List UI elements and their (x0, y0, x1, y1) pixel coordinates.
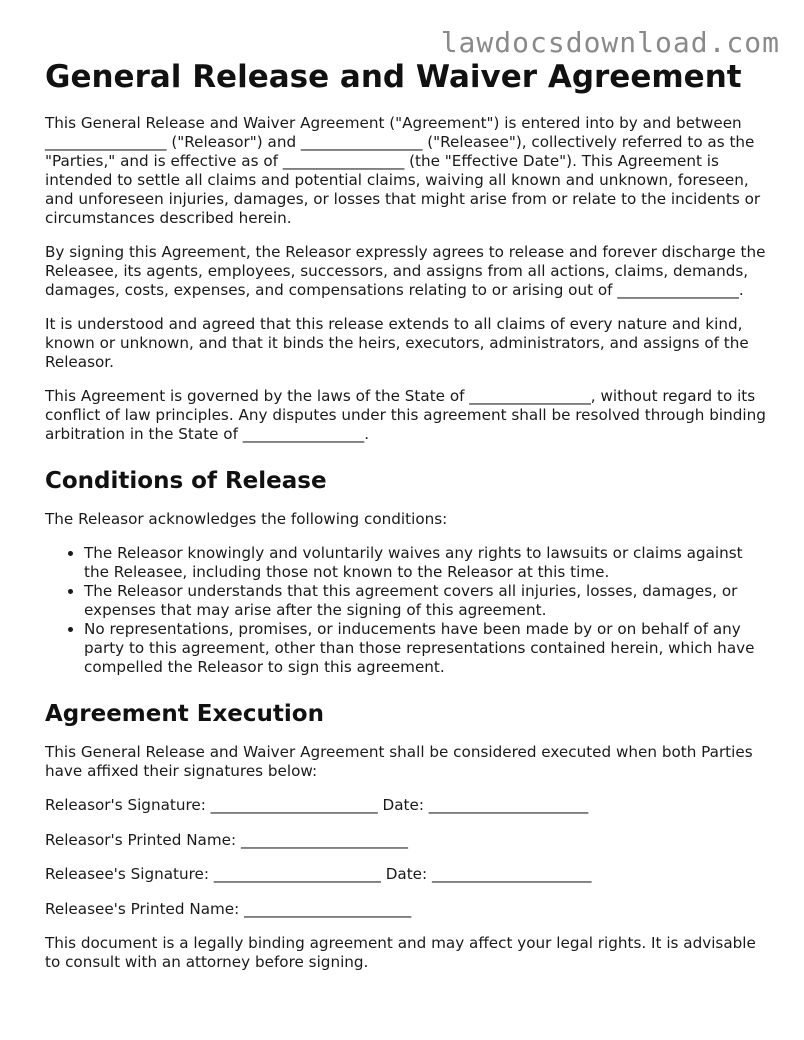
conditions-lead: The Releasor acknowledges the following conditions: (45, 510, 448, 528)
releasee-printed-name-line: Releasee's Printed Name: ______________________ (45, 899, 412, 918)
list-item: • No representations, promises, or inducements have been made by or on behalf of any party to this agreement, other than those representations contained herein, which have compelled the Releasor to sign this agreement. (84, 620, 770, 677)
conditions-heading: Conditions of Release (45, 468, 327, 494)
execution-lead: This General Release and Waiver Agreement shall be considered executed when both Parties have affixed their signatures below: (45, 743, 753, 780)
list-item: • The Releasor understands that this agreement covers all injuries, losses, damages, or expenses that may arise after the signing of this agreement. (84, 582, 770, 620)
releasor-signature-line: Releasor's Signature: ______________________ Date: _____________________ (45, 796, 589, 814)
intro-paragraph-4: This Agreement is governed by the laws of the State of ________________, without regard to its conflict of law principles. Any disputes under this agreement shall be resolved through binding arbitration in the State of ________________. (45, 387, 766, 443)
intro-paragraph-1: This General Release and Waiver Agreement ("Agreement") is entered into by and between ________________ ("Releasor") and ________________ ("Releasee"), collectively referred to as the "Parties," and is effective as of ________________ (the "Effective Date"). This Agreement is intended to settle all claims and potential claims, waiving all known and unknown, foreseen, and unforeseen injuries, damages, or losses that might arise from or relate to the incidents or circumstances described herein. (45, 114, 761, 227)
list-item: • The Releasor knowingly and voluntarily waives any rights to lawsuits or claims against the Releasee, including those not known to the Releasor at this time. (84, 544, 770, 582)
conditions-list (45, 544, 770, 677)
releasor-printed-name-line: Releasor's Printed Name: ______________________ (45, 830, 409, 849)
intro-paragraph-2: By signing this Agreement, the Releasor expressly agrees to release and forever discharge the Releasee, its agents, employees, successors, and assigns from all actions, claims, demands, damages, costs, expenses, and compensations relating to or arising out of ________________. (45, 243, 766, 299)
execution-heading: Agreement Execution (45, 701, 324, 727)
document-title: General Release and Waiver Agreement (45, 59, 742, 95)
legal-notice: This document is a legally binding agreement and may affect your legal rights. It is advisable to consult with an attorney before signing. (45, 934, 756, 971)
intro-paragraph-3: It is understood and agreed that this release extends to all claims of every nature and kind, known or unknown, and that it binds the heirs, executors, administrators, and assigns of the Releasor. (45, 315, 749, 371)
document-page (45, 58, 770, 987)
watermark: lawdocsdownload.com (440, 26, 780, 59)
releasee-signature-line: Releasee's Signature: ______________________ Date: _____________________ (45, 865, 592, 883)
